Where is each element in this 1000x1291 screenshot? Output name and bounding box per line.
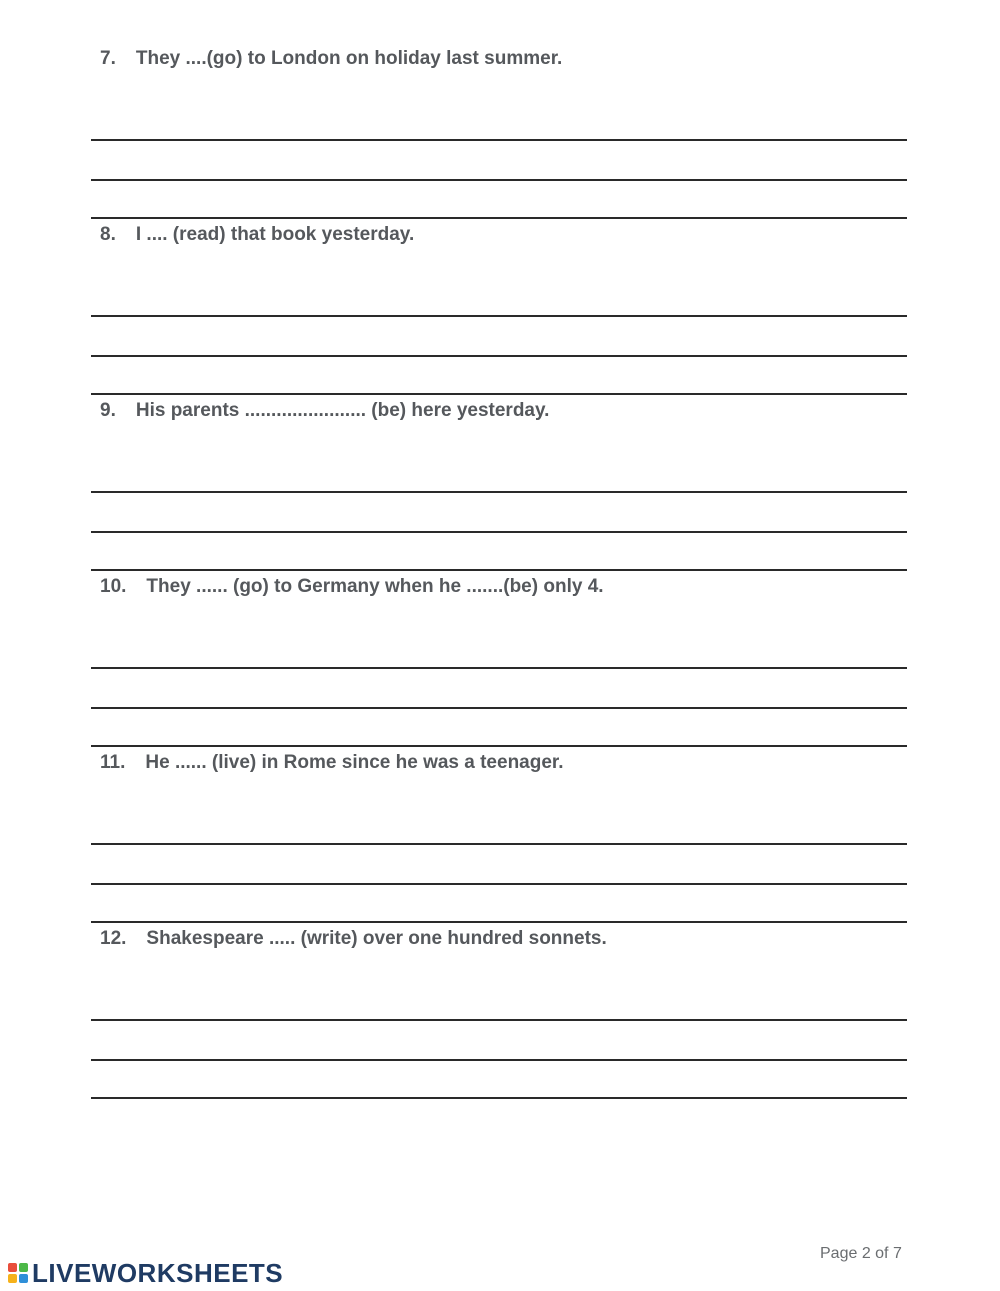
logo-tile bbox=[19, 1274, 28, 1283]
page-indicator: Page 2 of 7 bbox=[820, 1245, 902, 1262]
question-number: 9. bbox=[100, 400, 116, 421]
logo-tile bbox=[8, 1274, 17, 1283]
answer-line[interactable] bbox=[91, 1097, 907, 1099]
answer-line[interactable] bbox=[91, 217, 907, 219]
question-text: They ...... (go) to Germany when he .......(be) only 4. bbox=[146, 576, 604, 597]
answer-line[interactable] bbox=[91, 139, 907, 141]
liveworksheets-logo bbox=[8, 1258, 283, 1288]
question-text: They ....(go) to London on holiday last summer. bbox=[135, 48, 563, 69]
question-number: 11. bbox=[100, 752, 126, 773]
answer-line[interactable] bbox=[91, 491, 907, 493]
answer-line[interactable] bbox=[91, 707, 907, 709]
answer-line[interactable] bbox=[91, 393, 907, 395]
question-7 bbox=[100, 48, 562, 70]
logo-tile bbox=[8, 1263, 17, 1272]
answer-line[interactable] bbox=[91, 745, 907, 747]
brand-name: LIVEWORKSHEETS bbox=[32, 1257, 284, 1288]
answer-line[interactable] bbox=[91, 355, 907, 357]
answer-line[interactable] bbox=[91, 1059, 907, 1061]
question-text: I .... (read) that book yesterday. bbox=[135, 224, 415, 245]
question-number: 8. bbox=[100, 224, 116, 245]
answer-line[interactable] bbox=[91, 921, 907, 923]
question-number: 7. bbox=[100, 48, 116, 69]
question-10 bbox=[100, 576, 604, 598]
logo-grid-icon bbox=[8, 1263, 28, 1283]
answer-line[interactable] bbox=[91, 179, 907, 181]
question-12 bbox=[100, 928, 607, 950]
answer-line[interactable] bbox=[91, 667, 907, 669]
answer-line[interactable] bbox=[91, 569, 907, 571]
question-text: His parents ....................... (be) here yesterday. bbox=[135, 400, 550, 421]
question-11 bbox=[100, 752, 564, 774]
question-text: He ...... (live) in Rome since he was a teenager. bbox=[145, 752, 564, 773]
answer-line[interactable] bbox=[91, 883, 907, 885]
answer-line[interactable] bbox=[91, 843, 907, 845]
answer-line[interactable] bbox=[91, 531, 907, 533]
logo-tile bbox=[19, 1263, 28, 1272]
question-text: Shakespeare ..... (write) over one hundred sonnets. bbox=[146, 928, 607, 949]
question-8 bbox=[100, 224, 414, 246]
question-9 bbox=[100, 400, 549, 422]
answer-line[interactable] bbox=[91, 1019, 907, 1021]
question-number: 12. bbox=[100, 928, 127, 949]
answer-line[interactable] bbox=[91, 315, 907, 317]
question-number: 10. bbox=[100, 576, 127, 597]
